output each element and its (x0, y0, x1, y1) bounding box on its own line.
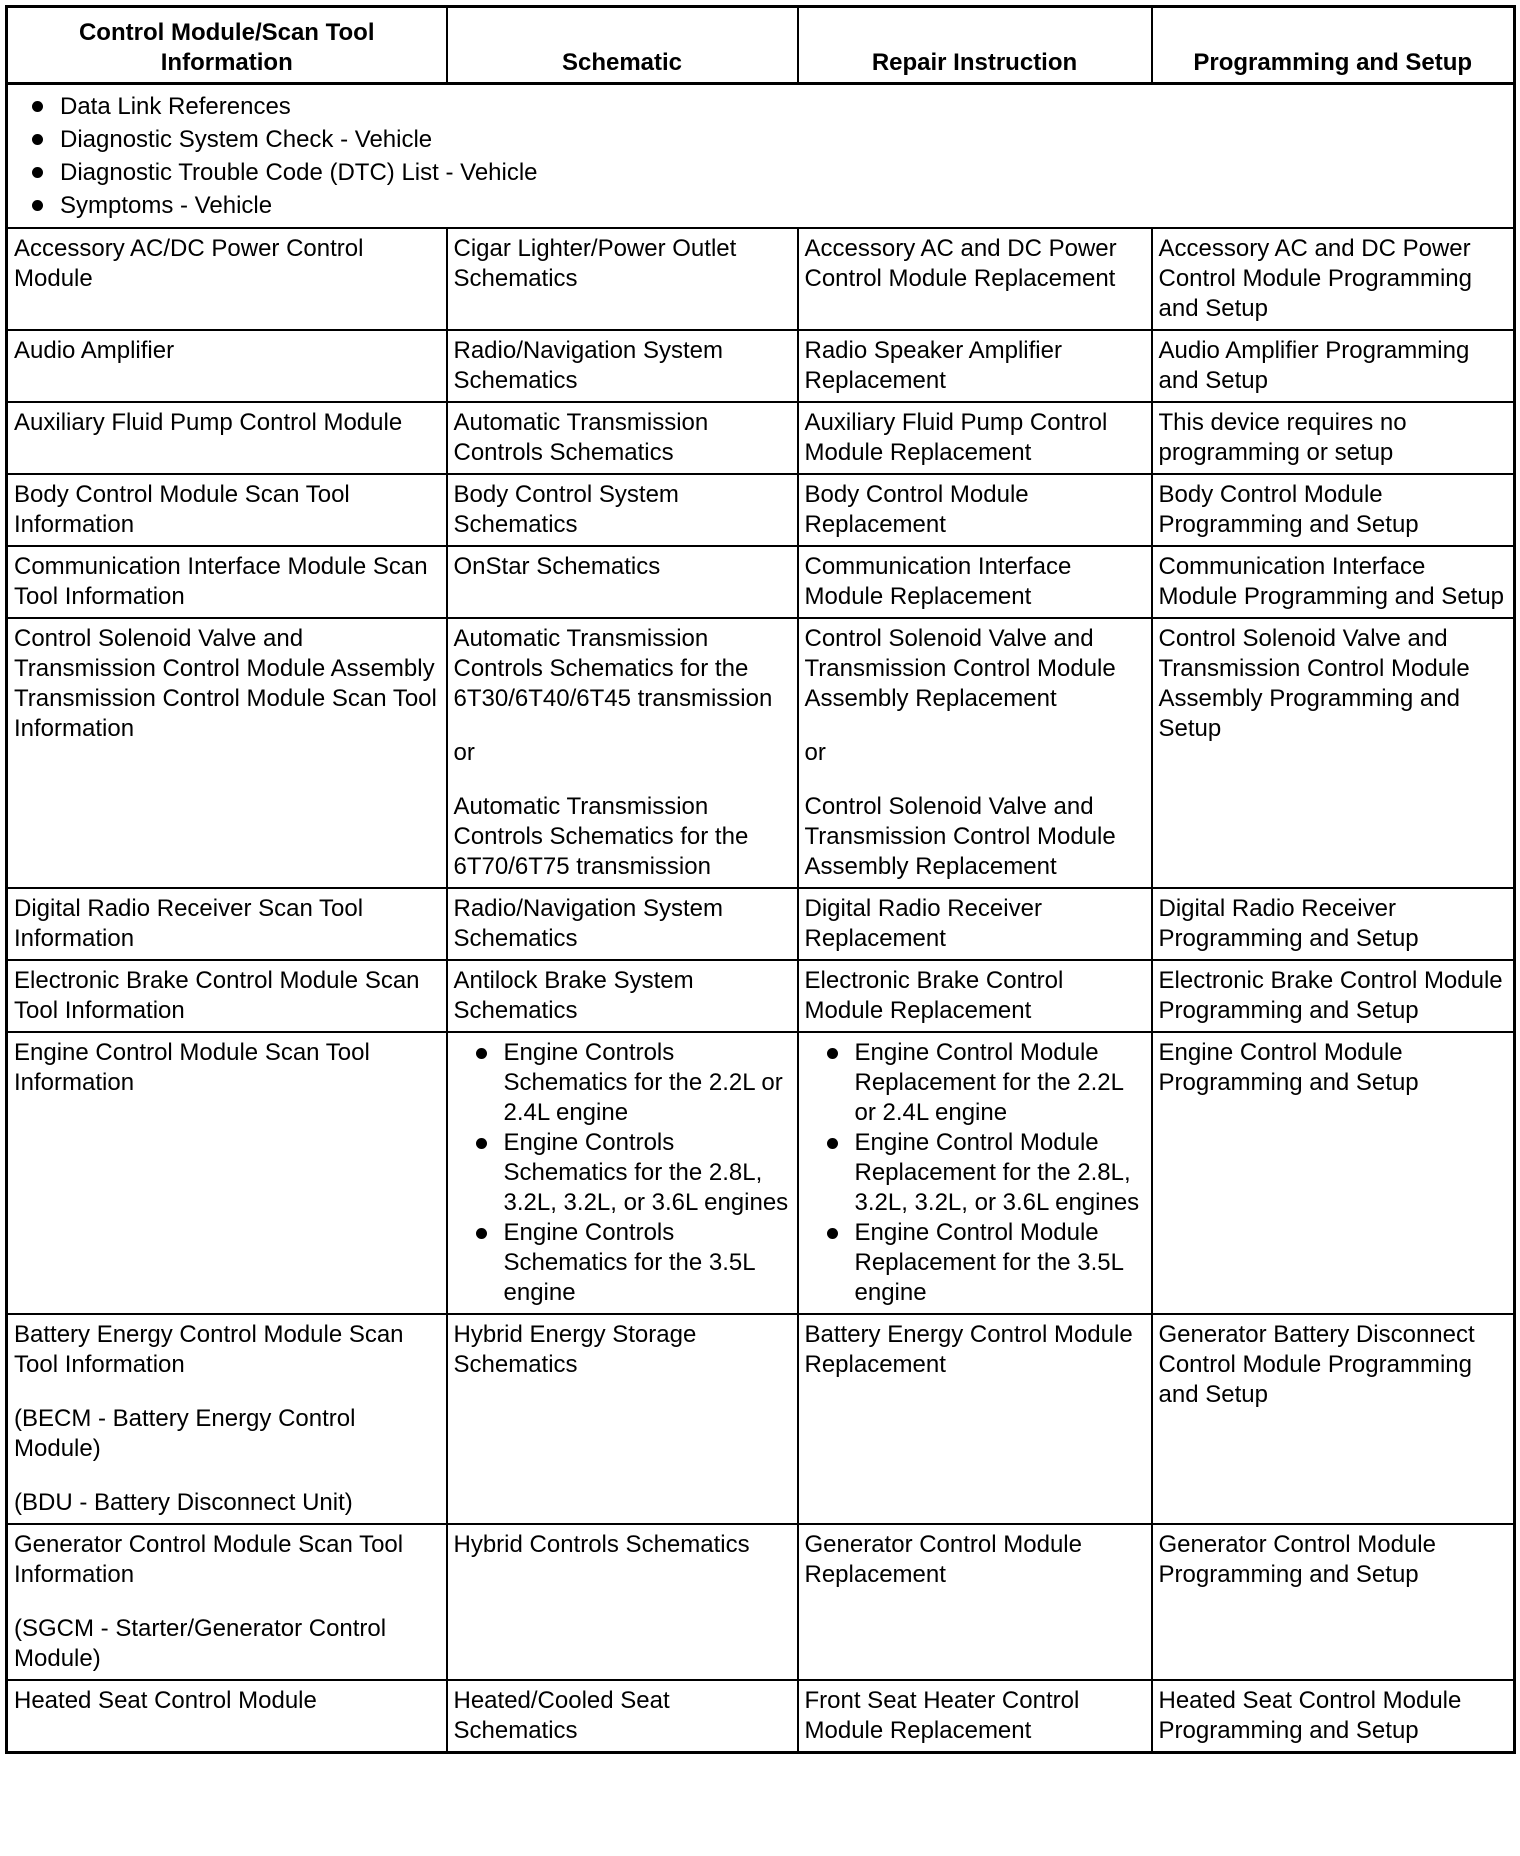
programming-cell (1152, 1314, 1515, 1524)
repair-cell (798, 1524, 1152, 1680)
programming-cell (1152, 546, 1515, 618)
module-text: Electronic Brake Control Module Scan Tool Information (14, 967, 420, 1024)
schematic-text: Radio/Navigation System Schematics (453, 895, 723, 952)
intro-row (7, 84, 1515, 229)
module-cell (7, 474, 447, 546)
schematic-cell (447, 618, 798, 888)
repair-cell (798, 228, 1152, 330)
table-header (7, 7, 1515, 84)
repair-text: Battery Energy Control Module Replacement (804, 1321, 1133, 1378)
programming-cell (1152, 960, 1515, 1032)
repair-text: Communication Interface Module Replacement (804, 553, 1072, 610)
intro-item: Diagnostic System Check - Vehicle (14, 123, 1507, 156)
programming-text: Accessory AC and DC Power Control Module Programming and Setup (1158, 235, 1472, 322)
schematic-text: Cigar Lighter/Power Outlet Schematics (453, 235, 737, 292)
table-row (7, 330, 1515, 402)
schematic-text: Radio/Navigation System Schematics (453, 337, 723, 394)
repair-cell (798, 330, 1152, 402)
schematic-text: Body Control System Schematics (453, 481, 679, 538)
repair-text: Generator Control Module Replacement (804, 1531, 1082, 1588)
repair-cell (798, 960, 1152, 1032)
programming-cell (1152, 402, 1515, 474)
module-text: Heated Seat Control Module (14, 1687, 317, 1714)
programming-cell (1152, 618, 1515, 888)
repair-text: Control Solenoid Valve and Transmission Control Module Assembly Replacement (804, 625, 1116, 712)
module-cell (7, 618, 447, 888)
repair-text: Accessory AC and DC Power Control Module Replacement (804, 235, 1117, 292)
module-text: Engine Control Module Scan Tool Information (14, 1039, 370, 1096)
programming-text: Control Solenoid Valve and Transmission Control Module Assembly Programming and Setup (1158, 625, 1470, 742)
module-text: Battery Energy Control Module Scan Tool Information (14, 1321, 404, 1378)
programming-text: Heated Seat Control Module Programming and Setup (1158, 1687, 1462, 1744)
intro-item: Symptoms - Vehicle (14, 189, 1507, 222)
repair-text: Auxiliary Fluid Pump Control Module Replacement (804, 409, 1108, 466)
schematic-cell (447, 402, 798, 474)
repair-cell (798, 546, 1152, 618)
table-row (7, 474, 1515, 546)
header-row (7, 7, 1515, 84)
schematic-text: Automatic Transmission Controls Schematics for the 6T30/6T40/6T45 transmission (453, 625, 773, 712)
programming-cell (1152, 1524, 1515, 1680)
module-cell (7, 546, 447, 618)
bullet-item: Engine Control Module Replacement for the 2.8L, 3.2L, 3.2L, or 3.6L engines (805, 1128, 1145, 1218)
schematic-cell (447, 546, 798, 618)
programming-text: Electronic Brake Control Module Programming and Setup (1158, 967, 1503, 1024)
intro-item: Diagnostic Trouble Code (DTC) List - Vehicle (14, 156, 1507, 189)
schematic-cell (447, 1680, 798, 1753)
repair-text: Front Seat Heater Control Module Replacement (804, 1687, 1080, 1744)
intro-item: Data Link References (14, 90, 1507, 123)
programming-text: Body Control Module Programming and Setup (1158, 481, 1419, 538)
programming-text: Generator Control Module Programming and Setup (1158, 1531, 1436, 1588)
repair-text: or (804, 739, 826, 766)
repair-bullet-list (805, 1038, 1145, 1308)
repair-text: Control Solenoid Valve and Transmission Control Module Assembly Replacement (804, 793, 1116, 880)
table-row (7, 618, 1515, 888)
schematic-text: Automatic Transmission Controls Schematics (453, 409, 709, 466)
repair-cell (798, 1314, 1152, 1524)
programming-cell (1152, 1032, 1515, 1314)
intro-list (14, 90, 1507, 222)
repair-cell (798, 1680, 1152, 1753)
bullet-item: Engine Controls Schematics for the 2.2L or 2.4L engine (454, 1038, 791, 1128)
schematic-text: Hybrid Controls Schematics (453, 1531, 750, 1558)
header-repair: Repair Instruction (798, 7, 1152, 84)
schematic-text: Heated/Cooled Seat Schematics (453, 1687, 670, 1744)
intro-cell (7, 84, 1515, 229)
repair-text: Body Control Module Replacement (804, 481, 1029, 538)
schematic-bullet-list (454, 1038, 791, 1308)
header-programming: Programming and Setup (1152, 7, 1515, 84)
bullet-item: Engine Control Module Replacement for the 2.2L or 2.4L engine (805, 1038, 1145, 1128)
programming-text: Generator Battery Disconnect Control Module Programming and Setup (1158, 1321, 1475, 1408)
module-cell (7, 1032, 447, 1314)
table-row (7, 546, 1515, 618)
module-text: Control Solenoid Valve and Transmission Control Module Assembly Transmission Control Module Scan Tool Information (14, 625, 437, 742)
table-row (7, 228, 1515, 330)
module-cell (7, 1680, 447, 1753)
module-text: Auxiliary Fluid Pump Control Module (14, 409, 403, 436)
module-cell (7, 888, 447, 960)
schematic-cell (447, 888, 798, 960)
repair-cell (798, 888, 1152, 960)
programming-text: This device requires no programming or setup (1158, 409, 1407, 466)
repair-cell (798, 1032, 1152, 1314)
module-cell (7, 228, 447, 330)
module-text: (SGCM - Starter/Generator Control Module) (14, 1615, 387, 1672)
module-text: (BDU - Battery Disconnect Unit) (14, 1489, 353, 1516)
schematic-cell (447, 1032, 798, 1314)
module-text: Accessory AC/DC Power Control Module (14, 235, 364, 292)
programming-cell (1152, 228, 1515, 330)
module-text: Generator Control Module Scan Tool Information (14, 1531, 404, 1588)
schematic-cell (447, 330, 798, 402)
module-text: Digital Radio Receiver Scan Tool Information (14, 895, 364, 952)
table-row (7, 402, 1515, 474)
module-reference-table (5, 5, 1516, 1754)
table-row (7, 888, 1515, 960)
programming-text: Communication Interface Module Programming and Setup (1158, 553, 1505, 610)
document-page (5, 5, 1516, 1754)
bullet-item: Engine Controls Schematics for the 2.8L, 3.2L, 3.2L, or 3.6L engines (454, 1128, 791, 1218)
table-row (7, 1524, 1515, 1680)
schematic-cell (447, 1314, 798, 1524)
repair-cell (798, 474, 1152, 546)
header-schematic: Schematic (447, 7, 798, 84)
module-text: Audio Amplifier (14, 337, 175, 364)
header-module: Control Module/Scan Tool Information (7, 7, 447, 84)
repair-text: Electronic Brake Control Module Replacement (804, 967, 1064, 1024)
module-text: Body Control Module Scan Tool Information (14, 481, 350, 538)
programming-text: Audio Amplifier Programming and Setup (1158, 337, 1470, 394)
table-row (7, 1314, 1515, 1524)
schematic-text: Hybrid Energy Storage Schematics (453, 1321, 697, 1378)
programming-cell (1152, 474, 1515, 546)
repair-cell (798, 402, 1152, 474)
table-row (7, 1680, 1515, 1753)
bullet-item: Engine Controls Schematics for the 3.5L engine (454, 1218, 791, 1308)
bullet-item: Engine Control Module Replacement for the 3.5L engine (805, 1218, 1145, 1308)
schematic-text: OnStar Schematics (453, 553, 661, 580)
programming-cell (1152, 1680, 1515, 1753)
schematic-text: Automatic Transmission Controls Schematics for the 6T70/6T75 transmission (453, 793, 749, 880)
schematic-cell (447, 474, 798, 546)
schematic-text: Antilock Brake System Schematics (453, 967, 694, 1024)
module-cell (7, 960, 447, 1032)
programming-cell (1152, 330, 1515, 402)
programming-text: Engine Control Module Programming and Setup (1158, 1039, 1419, 1096)
schematic-cell (447, 228, 798, 330)
schematic-cell (447, 960, 798, 1032)
table-row (7, 1032, 1515, 1314)
module-cell (7, 1314, 447, 1524)
module-text: Communication Interface Module Scan Tool Information (14, 553, 428, 610)
table-row (7, 960, 1515, 1032)
repair-text: Digital Radio Receiver Replacement (804, 895, 1042, 952)
programming-cell (1152, 888, 1515, 960)
module-cell (7, 330, 447, 402)
module-text: (BECM - Battery Energy Control Module) (14, 1405, 356, 1462)
repair-text: Radio Speaker Amplifier Replacement (804, 337, 1062, 394)
table-body (7, 84, 1515, 1753)
programming-text: Digital Radio Receiver Programming and Setup (1158, 895, 1419, 952)
schematic-text: or (453, 739, 475, 766)
repair-cell (798, 618, 1152, 888)
schematic-cell (447, 1524, 798, 1680)
module-cell (7, 402, 447, 474)
module-cell (7, 1524, 447, 1680)
